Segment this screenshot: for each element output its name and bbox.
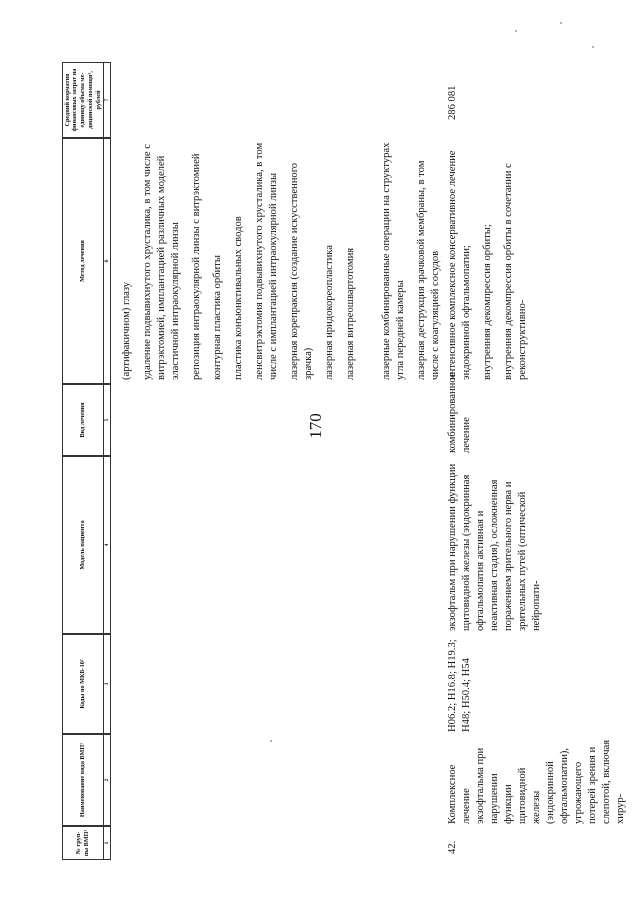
column-number-3: 3 — [104, 634, 111, 734]
row-42-methods-list — [446, 140, 537, 380]
method-item: пластика конъюнктивальных сводов — [232, 216, 244, 380]
method-item: внутренняя декомпрессия орбиты в сочетании с реконструктивно- — [502, 163, 528, 380]
method-item: лазерная корепраксия (создание искусственного зрачка) — [288, 162, 314, 380]
scan-speck — [592, 46, 594, 48]
rotated-table-sheet — [62, 40, 626, 860]
method-item: внутренняя декомпрессия орбиты; — [481, 224, 493, 380]
method-item: лазерная витреошвартотомия — [344, 247, 356, 380]
header-treatment-type: Вид лечения — [62, 384, 104, 456]
row-42-group-number: 42. — [447, 840, 458, 854]
column-number-2: 2 — [104, 734, 111, 826]
method-item: репозиция интраокулярной линзы с витрэктомией — [190, 153, 202, 380]
column-number-7: 7 — [104, 62, 111, 138]
header-patient-model: Модель пациента — [62, 456, 104, 634]
column-number-5: 5 — [104, 384, 111, 456]
row-42-average-cost: 286 081 — [447, 85, 458, 120]
header-average-cost: Средний норматив финансовых затрат на единицу объема ме-дицинской помощи³, рублей — [62, 62, 104, 138]
method-item: интенсивное комплексное консервативное лечение эндокринной офтальмопатии; — [447, 150, 472, 380]
row-42-vmp-name: Комплексное лечение экзофтальма при нарушении функции щитовидной железы (эндокринной офтальмопатии), угрожающего потерей зрения и слепотой, включая хирур- — [447, 739, 626, 824]
column-number-6: 6 — [104, 138, 111, 384]
row-42-patient-model: экзофтальм при нарушении функции щитовидной железы (эндокринная офтальмопатия активная и неактивная стадия), осложненная поражением зрительного нерва и зрительных путей (оптической нейропати- — [447, 463, 542, 631]
scan-speck — [560, 22, 562, 24]
header-icd-codes: Коды по МКБ-10² — [62, 634, 104, 734]
row-42-icd-codes: H06.2; H16.8; H19.3; H48; H50.4; H54 — [447, 639, 472, 732]
method-item: лазерные комбинированные операции на структурах угла передней камеры — [380, 142, 406, 380]
page-number: 170 — [306, 413, 325, 439]
column-number-4: 4 — [104, 456, 111, 634]
continuation-methods-list — [120, 140, 449, 380]
method-item: (артифакичном) глазу — [121, 281, 132, 380]
row-42-treatment-type: комбинированное лечение — [447, 372, 472, 453]
scan-speck — [270, 740, 272, 742]
method-item: ленсвитрэктомия подвывихнутого хрусталика, в том числе с имплантацией интраокулярной линзы — [253, 142, 279, 380]
method-item: удаление подвывихнутого хрусталика, в том числе с витрэктомией, имплантацией различных моделей эластичной интраокулярной линзы — [141, 144, 181, 380]
method-item: лазерная иридокореопластика — [323, 245, 335, 380]
header-vmp-name: Наименование вида ВМП¹ — [62, 734, 104, 826]
method-item: лазерная деструкция зрачковой мембраны, в том числе с коагуляцией сосудов — [415, 160, 441, 380]
column-number-1: 1 — [104, 826, 111, 860]
header-treatment-method: Метод лечения — [62, 138, 104, 384]
header-group-number: № груп-пы ВМП¹ — [62, 826, 104, 860]
method-item: контурная пластика орбиты — [211, 255, 223, 380]
scan-speck — [515, 30, 517, 32]
